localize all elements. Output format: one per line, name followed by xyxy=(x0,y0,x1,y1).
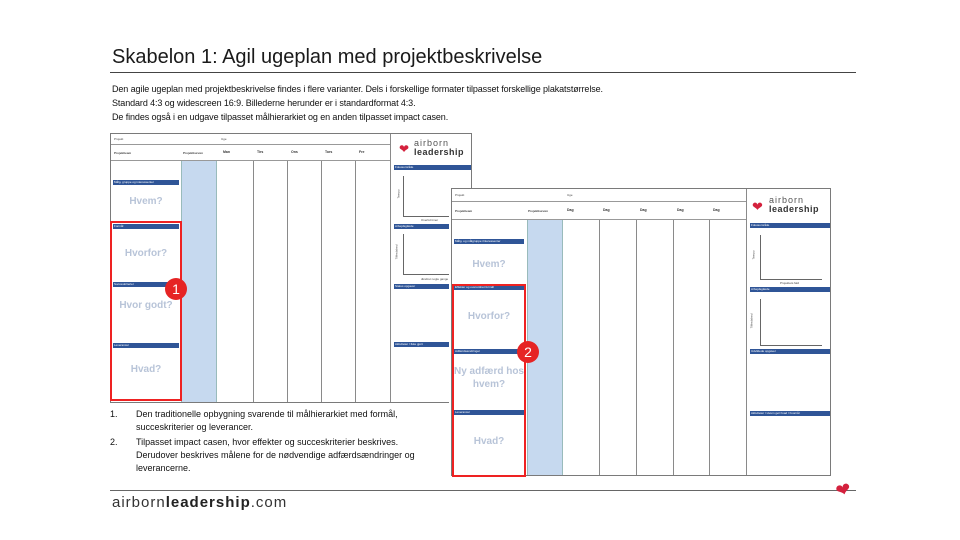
t2-day-2: Dag xyxy=(603,208,610,212)
t2-prompt-hvem: Hvem? xyxy=(472,259,506,270)
t2-prompt-hvorfor: Hvorfor? xyxy=(467,311,511,322)
t2-day-3: Dag xyxy=(640,208,647,212)
t2-brand-logo: airborn leadership xyxy=(769,195,820,214)
t2-uge-label: Uge xyxy=(567,193,573,197)
t1-tempo-label: Tempo xyxy=(396,189,401,199)
intro-line-1: Den agile ugeplan med projektbeskrivelse findes i flere varianter. Dels i forskellige formater tilpasset forskellige plakatstørrelse. xyxy=(112,84,603,94)
t1-section-bar-1: Målg. gruppe og interessenter xyxy=(113,180,179,185)
t1-heart-logo-icon: ❤ xyxy=(399,142,410,156)
t2-projektkurven-label: Projektkurven xyxy=(528,209,549,213)
t2-projektets-label: Projektets fald xyxy=(780,281,800,285)
t2-section-bar-2: Effekter og overordnet formål xyxy=(454,285,524,290)
footer-divider xyxy=(110,490,856,491)
t1-brand-logo: airborn leadership xyxy=(414,138,465,157)
t2-day-1: Dag xyxy=(567,208,574,212)
list-item-1-number: 1. xyxy=(110,409,118,419)
t1-prompt-hvorfor: Hvorfor? xyxy=(124,248,168,259)
t2-section-bar-4: Leverancer xyxy=(454,410,524,415)
list-item-2-number: 2. xyxy=(110,437,118,447)
t2-projekt-label: Projekt xyxy=(455,193,465,197)
t1-prompt-hvad: Hvad? xyxy=(130,364,162,375)
t2-prompt-ny-adfaerd: Ny adfærd hos hvem? xyxy=(453,366,524,390)
t1-day-3: Ons xyxy=(291,150,298,154)
t2-udviklet-bar: Udviklede opgaver xyxy=(750,349,830,354)
t1-section-bar-4: Leverancer xyxy=(113,343,179,348)
page-title: Skabelon 1: Agil ugeplan med projektbeskrivelse xyxy=(112,46,543,68)
t1-overtid-label: Overtid timer xyxy=(421,218,439,222)
t1-tilfreds-label: Tilfredshed xyxy=(394,244,399,260)
t1-projektkurven-lane xyxy=(181,161,217,403)
t2-projektteam-label: Projektteam xyxy=(455,209,473,213)
footer-brand-logo: airbornleadership.com xyxy=(112,494,288,511)
t1-day-5: Fre xyxy=(359,150,365,154)
t1-prompt-hvor-godt: Hvor godt? xyxy=(119,300,173,311)
t2-heart-logo-icon: ❤ xyxy=(752,199,763,214)
t1-section-bar-2: Formål xyxy=(113,224,179,229)
intro-line-3: De findes også i en udgave tilpasset målhierarkiet og en anden tilpasset impact casen. xyxy=(112,112,449,122)
t1-fokus-bar: Fokusområde xyxy=(394,165,472,170)
badge-2: 2 xyxy=(517,341,539,363)
t2-section-bar-3: Adfærdsændringer xyxy=(454,349,524,354)
t1-day-1: Man xyxy=(223,150,230,154)
list-item-1-text: Den traditionelle opbygning svarende til målhierarkiet med formål, succeskriterier og leverancer. xyxy=(136,409,398,432)
t2-tempo-label: Tempo xyxy=(751,250,756,260)
t2-prompt-hvad: Hvad? xyxy=(473,436,505,447)
t1-aktiviteter-bar: Aktiviteter / Ikke gjort xyxy=(394,342,472,347)
t1-prompt-hvem: Hvem? xyxy=(129,196,163,207)
highlight-box-2 xyxy=(452,284,526,477)
t1-day-2: Tirs xyxy=(257,150,264,154)
title-divider xyxy=(110,72,856,73)
t2-tilfreds-label: Tilfredshed xyxy=(749,313,754,329)
t1-arbejdsglaede-bar: Arbejdsglæde xyxy=(394,224,472,229)
t1-projektkurven-label: Projektkurven xyxy=(183,151,204,155)
badge-1: 1 xyxy=(165,278,187,300)
list-item-2-text: Tilpasset impact casen, hvor effekter og succeskriterier beskrives. Derudover beskrives målene for de nødvendige adfærdsændringer og leverancerne. xyxy=(136,437,415,473)
intro-line-2: Standard 4:3 og widescreen 16:9. Billederne herunder er i standardformat 4:3. xyxy=(112,98,416,108)
t1-status-bar: Status opgaver xyxy=(394,284,472,289)
t1-section-bar-3: Succeskriterier xyxy=(113,282,179,287)
t2-aktiviteter-bar: Aktiviteter / Hvem gør hvad / hvornår xyxy=(750,411,830,416)
t1-projekt-label: Projekt xyxy=(114,137,124,141)
t2-day-4: Dag xyxy=(677,208,684,212)
t2-day-5: Dag xyxy=(713,208,720,212)
highlight-box-1 xyxy=(110,221,182,401)
t1-uge-label: Uge xyxy=(221,137,227,141)
footer-heart-icon: ❤ xyxy=(833,478,854,502)
t2-fokus-bar: Fokusområde xyxy=(750,223,830,228)
t1-projektteam-label: Projektteam xyxy=(114,151,132,155)
t1-aendret-label: Ændret nogle gange xyxy=(421,277,449,281)
t2-arbejdsglaede-bar: Arbejdsglæde xyxy=(750,287,830,292)
t2-section-bar-1: Målg. og målgruppe /interessenter xyxy=(454,239,524,244)
t1-day-4: Tors xyxy=(325,150,333,154)
